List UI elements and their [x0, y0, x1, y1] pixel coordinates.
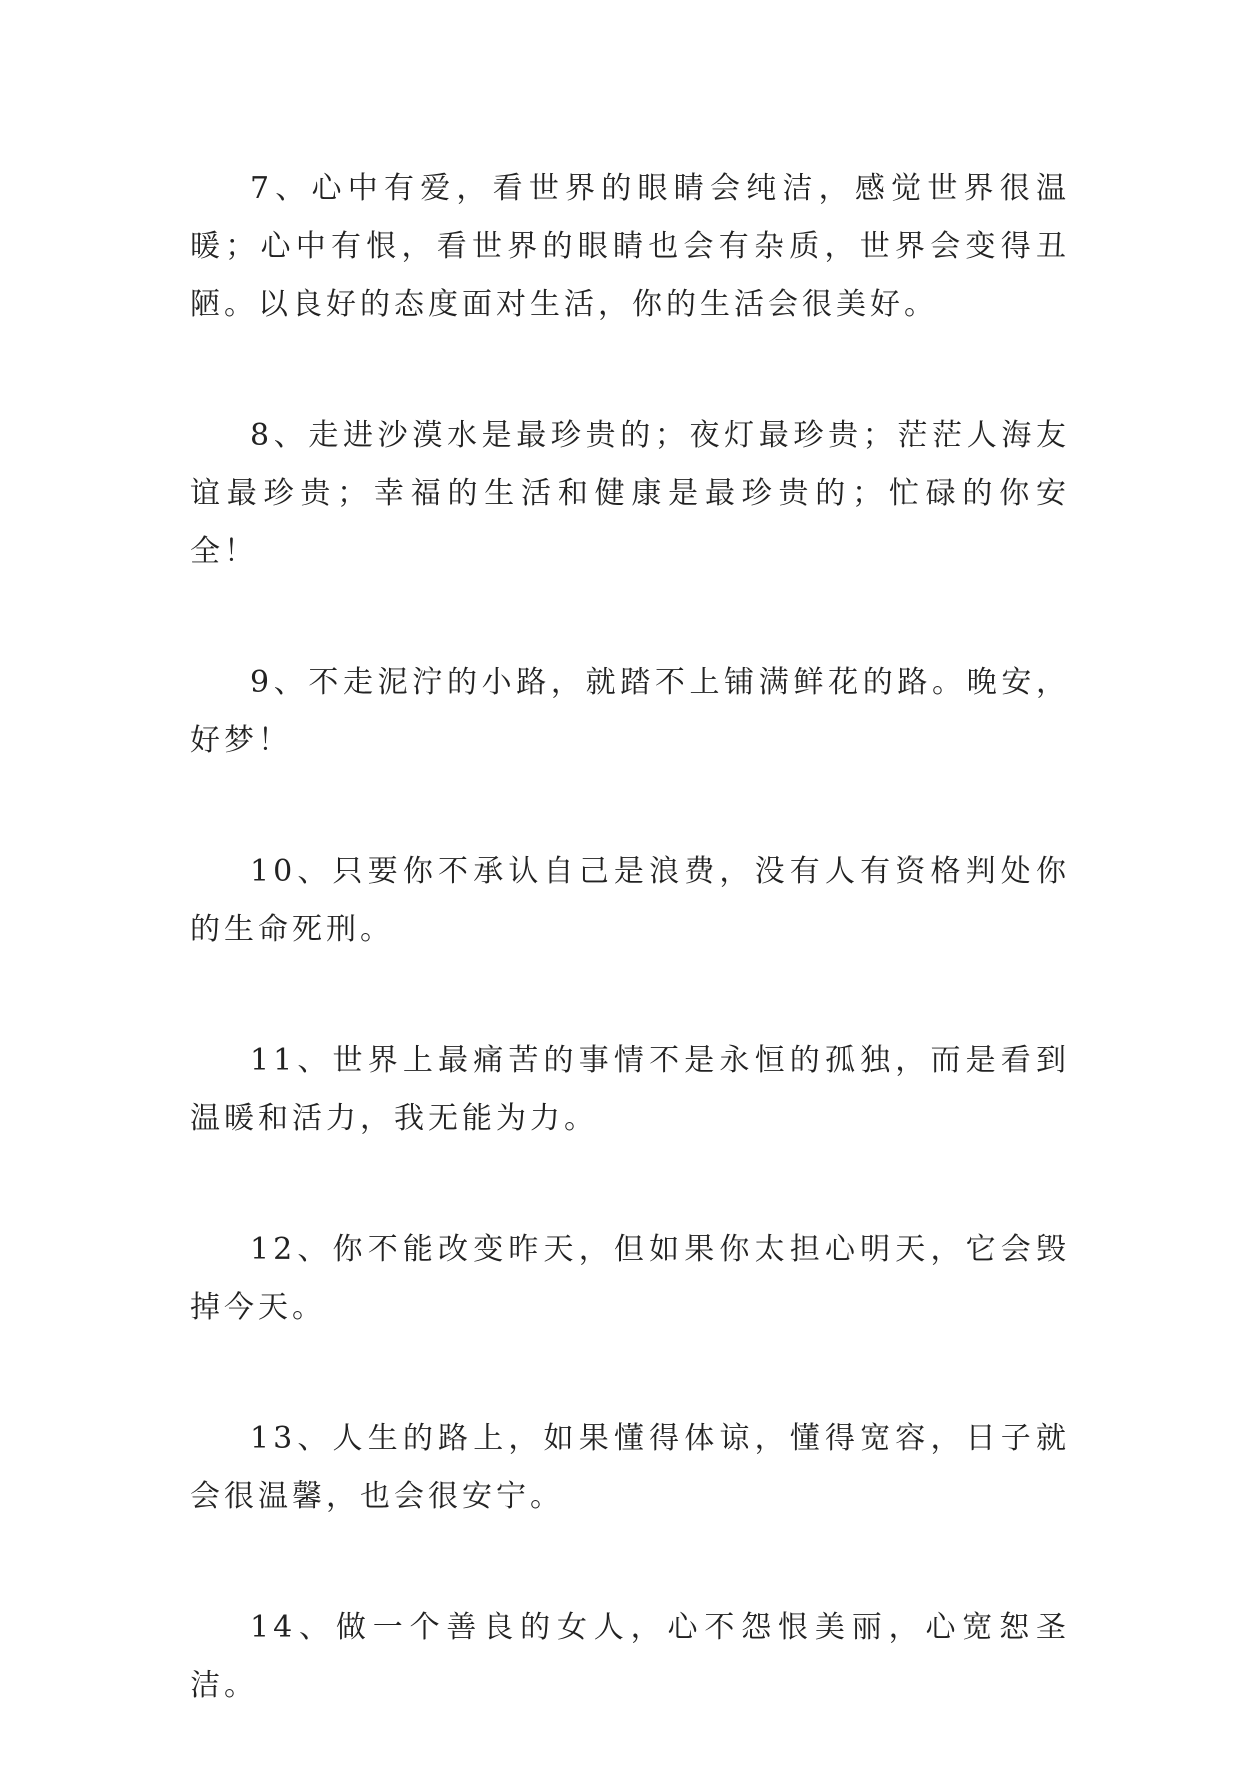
- paragraph-8: 8、走进沙漠水是最珍贵的；夜灯最珍贵；茫茫人海友谊最珍贵；幸福的生活和健康是最珍贵的；忙碌的你安全！: [190, 418, 1070, 569]
- paragraph-11: 11、世界上最痛苦的事情不是永恒的孤独，而是看到温暖和活力，我无能为力。: [190, 1043, 1070, 1136]
- paragraph-13: 13、人生的路上，如果懂得体谅，懂得宽容，日子就会很温馨，也会很安宁。: [190, 1421, 1070, 1514]
- document-body: [190, 160, 1070, 1788]
- paragraph-12: 12、你不能改变昨天，但如果你太担心明天，它会毁掉今天。: [190, 1232, 1070, 1325]
- paragraph-7: 7、心中有爱，看世界的眼睛会纯洁，感觉世界很温暖；心中有恨，看世界的眼睛也会有杂质，世界会变得丑陋。以良好的态度面对生活，你的生活会很美好。: [190, 171, 1070, 322]
- paragraph-14: 14、做一个善良的女人，心不怨恨美丽，心宽恕圣洁。: [190, 1610, 1070, 1703]
- paragraph-10: 10、只要你不承认自己是浪费，没有人有资格判处你的生命死刑。: [190, 854, 1070, 947]
- paragraph-9: 9、不走泥泞的小路，就踏不上铺满鲜花的路。晚安，好梦！: [190, 665, 1070, 758]
